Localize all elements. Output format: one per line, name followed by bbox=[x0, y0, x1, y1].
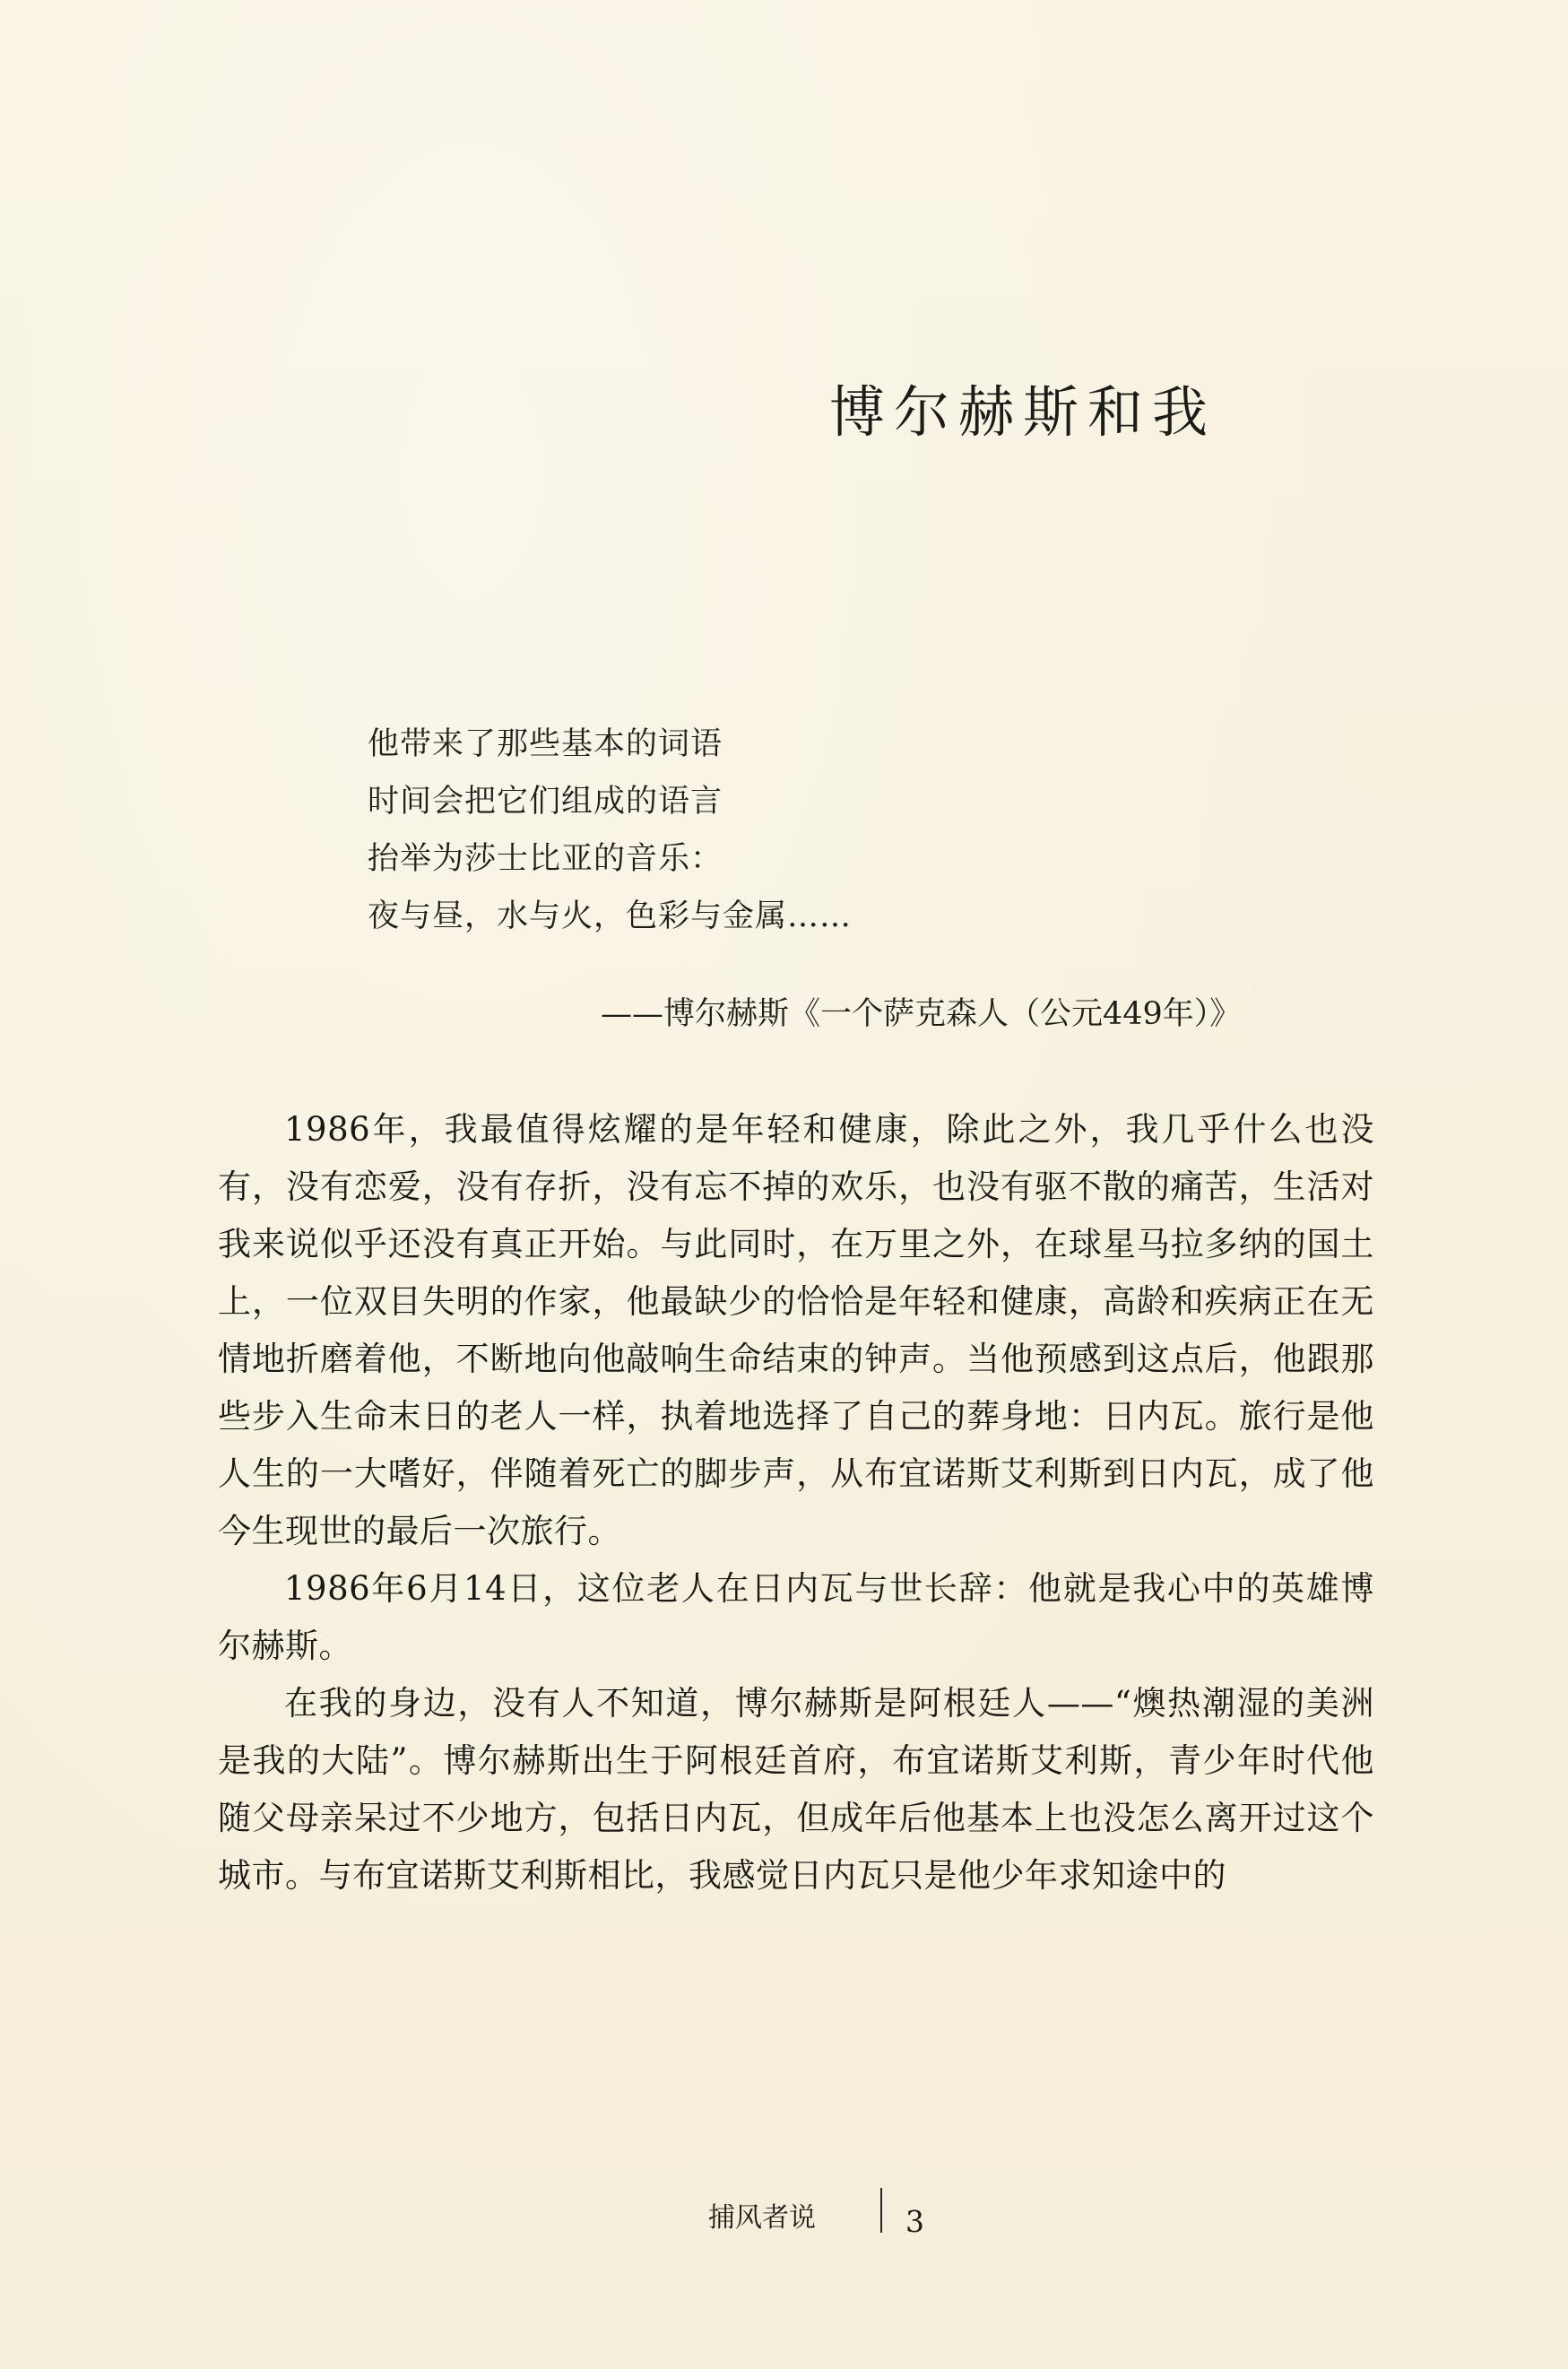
epigraph-line: 夜与昼，水与火，色彩与金属…… bbox=[368, 898, 853, 934]
chapter-title: 博尔赫斯和我 bbox=[829, 379, 1217, 445]
epigraph-line: 他带来了那些基本的词语 bbox=[368, 726, 723, 762]
page-footer bbox=[708, 2188, 977, 2251]
epigraph bbox=[368, 716, 852, 945]
body-text bbox=[218, 1101, 1374, 1905]
epigraph-line: 抬举为莎士比亚的音乐： bbox=[368, 841, 723, 877]
epigraph-attribution: ——博尔赫斯《一个萨克森人（公元449年）》 bbox=[601, 996, 1242, 1032]
paragraph: 1986年6月14日，这位老人在日内瓦与世长辞：他就是我心中的英雄博尔赫斯。 bbox=[218, 1569, 1374, 1665]
epigraph-line: 时间会把它们组成的语言 bbox=[368, 784, 723, 820]
footer-book-title: 捕风者说 bbox=[708, 2202, 816, 2234]
footer-divider bbox=[880, 2188, 882, 2233]
paragraph: 在我的身边，没有人不知道，博尔赫斯是阿根廷人——“燠热潮湿的美洲是我的大陆”。博尔赫斯出生于阿根廷首府，布宜诺斯艾利斯，青少年时代他随父母亲呆过不少地方，包括日内瓦，但成年后他基本上也没怎么离开过这个城市。与布宜诺斯艾利斯相比，我感觉日内瓦只是他少年求知途中的 bbox=[218, 1684, 1374, 1895]
paragraph: 1986年，我最值得炫耀的是年轻和健康，除此之外，我几乎什么也没有，没有恋爱，没有存折，没有忘不掉的欢乐，也没有驱不散的痛苦，生活对我来说似乎还没有真正开始。与此同时，在万里之外，在球星马拉多纳的国土上，一位双目失明的作家，他最缺少的恰恰是年轻和健康，高龄和疾病正在无情地折磨着他，不断地向他敲响生命结束的钟声。当他预感到这点后，他跟那些步入生命末日的老人一样，执着地选择了自己的葬身地：日内瓦。旅行是他人生的一大嗜好，伴随着死亡的脚步声，从布宜诺斯艾利斯到日内瓦，成了他今生现世的最后一次旅行。 bbox=[218, 1110, 1374, 1550]
page-number: 3 bbox=[905, 2204, 924, 2239]
